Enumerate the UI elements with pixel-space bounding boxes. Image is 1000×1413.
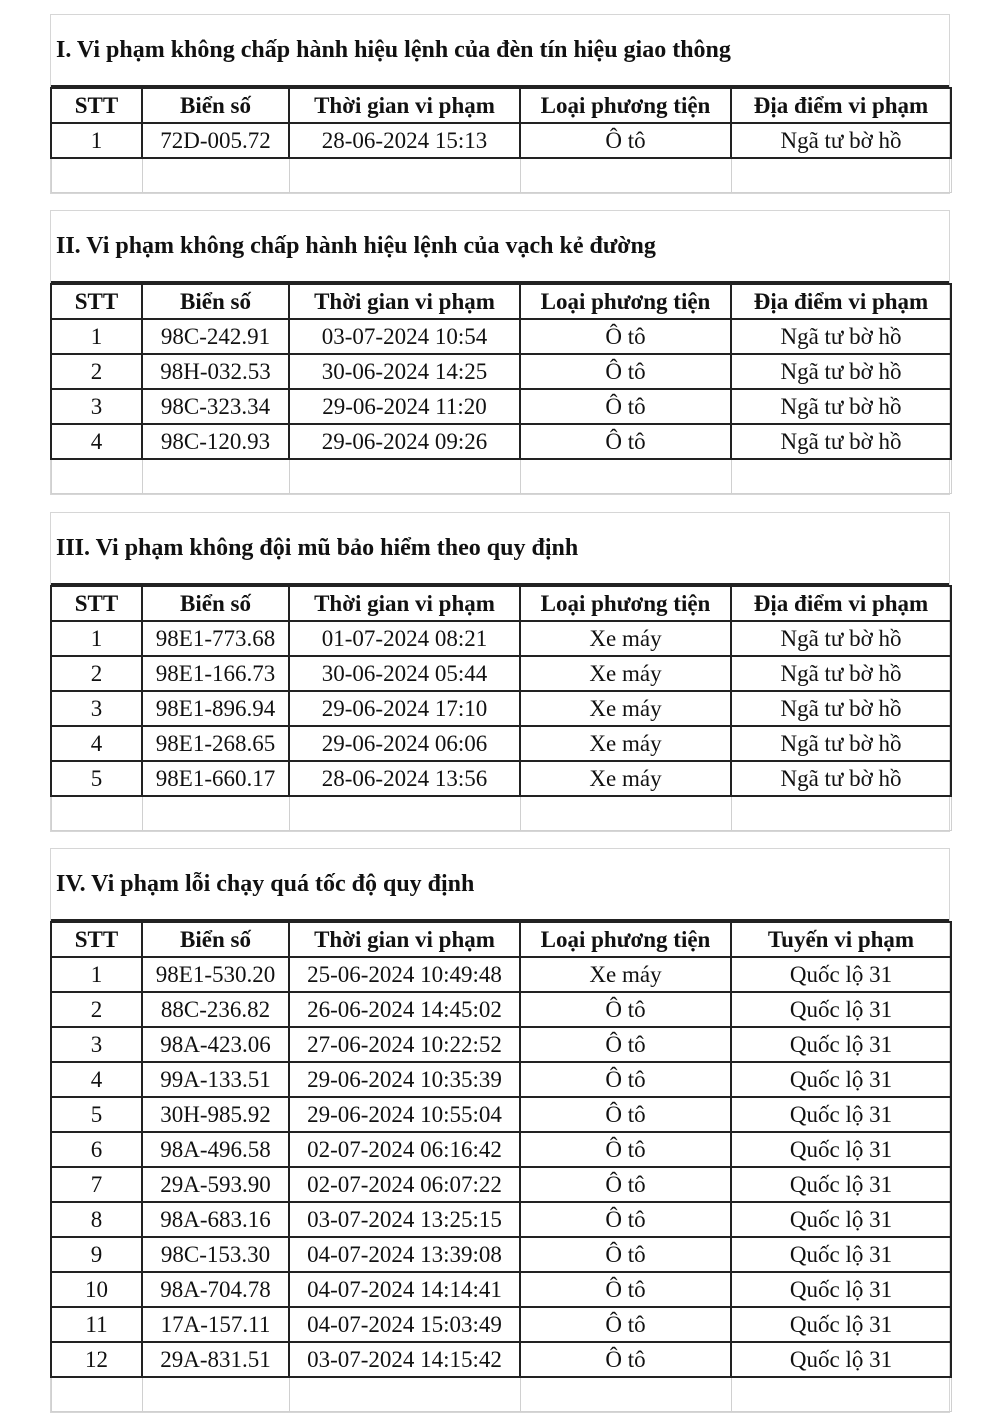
table-row: [51, 656, 951, 691]
column-header: Loại phương tiện: [520, 284, 731, 319]
column-header: STT: [51, 922, 142, 957]
table-cell: 29A-831.51: [142, 1342, 289, 1377]
table-cell: Ô tô: [520, 389, 731, 424]
table-row: [51, 761, 951, 796]
table-cell: 26-06-2024 14:45:02: [289, 992, 520, 1027]
column-header: STT: [51, 284, 142, 319]
table-row: [51, 1097, 951, 1132]
table-cell: 03-07-2024 14:15:42: [289, 1342, 520, 1377]
table-cell: Quốc lộ 31: [731, 1342, 951, 1377]
table-cell: 99A-133.51: [142, 1062, 289, 1097]
violation-table: [50, 921, 952, 1412]
table-cell: Quốc lộ 31: [731, 992, 951, 1027]
table-cell: 98E1-268.65: [142, 726, 289, 761]
table-cell: 98A-704.78: [142, 1272, 289, 1307]
table-cell: Ngã tư bờ hồ: [731, 691, 951, 726]
table-cell: Ô tô: [520, 424, 731, 459]
table-cell: 98C-242.91: [142, 319, 289, 354]
empty-cell: [289, 1377, 520, 1411]
table-cell: 8: [51, 1202, 142, 1237]
table-cell: Ô tô: [520, 123, 731, 158]
table-cell: 7: [51, 1167, 142, 1202]
table-cell: 01-07-2024 08:21: [289, 621, 520, 656]
empty-row: [51, 1377, 951, 1411]
table-row: [51, 1062, 951, 1097]
table-cell: Ô tô: [520, 1342, 731, 1377]
empty-cell: [731, 459, 951, 493]
table-cell: 1: [51, 123, 142, 158]
column-header: Biển số: [142, 284, 289, 319]
table-row: [51, 1272, 951, 1307]
table-cell: 3: [51, 389, 142, 424]
table-row: [51, 691, 951, 726]
table-cell: 30-06-2024 14:25: [289, 354, 520, 389]
table-cell: 25-06-2024 10:49:48: [289, 957, 520, 992]
column-header: Tuyến vi phạm: [731, 922, 951, 957]
table-header-row: [51, 284, 951, 319]
table-cell: 17A-157.11: [142, 1307, 289, 1342]
section-title: II. Vi phạm không chấp hành hiệu lệnh của vạch kẻ đường: [51, 211, 949, 283]
column-header: Thời gian vi phạm: [289, 88, 520, 123]
empty-cell: [731, 796, 951, 830]
table-cell: Ô tô: [520, 1132, 731, 1167]
column-header: Biển số: [142, 922, 289, 957]
table-cell: 98A-423.06: [142, 1027, 289, 1062]
column-header: STT: [51, 586, 142, 621]
table-cell: Ô tô: [520, 1307, 731, 1342]
table-cell: Quốc lộ 31: [731, 957, 951, 992]
table-row: [51, 1027, 951, 1062]
empty-cell: [289, 796, 520, 830]
table-row: [51, 621, 951, 656]
table-cell: 29-06-2024 17:10: [289, 691, 520, 726]
table-cell: 29-06-2024 06:06: [289, 726, 520, 761]
section-traffic-light: [50, 14, 950, 194]
table-cell: 2: [51, 354, 142, 389]
table-cell: 02-07-2024 06:07:22: [289, 1167, 520, 1202]
table-header-row: [51, 586, 951, 621]
empty-cell: [520, 158, 731, 192]
table-cell: 2: [51, 656, 142, 691]
empty-row: [51, 796, 951, 830]
table-header-row: [51, 922, 951, 957]
table-cell: 88C-236.82: [142, 992, 289, 1027]
table-cell: 29-06-2024 10:35:39: [289, 1062, 520, 1097]
table-cell: Ngã tư bờ hồ: [731, 656, 951, 691]
empty-cell: [520, 1377, 731, 1411]
table-row: [51, 389, 951, 424]
table-cell: 30H-985.92: [142, 1097, 289, 1132]
table-row: [51, 1307, 951, 1342]
table-cell: 3: [51, 1027, 142, 1062]
empty-cell: [51, 1377, 142, 1411]
table-cell: Quốc lộ 31: [731, 1027, 951, 1062]
column-header: STT: [51, 88, 142, 123]
section-title: I. Vi phạm không chấp hành hiệu lệnh của đèn tín hiệu giao thông: [51, 15, 949, 87]
table-cell: 4: [51, 726, 142, 761]
table-cell: 28-06-2024 13:56: [289, 761, 520, 796]
column-header: Địa điểm vi phạm: [731, 284, 951, 319]
table-row: [51, 1132, 951, 1167]
column-header: Thời gian vi phạm: [289, 586, 520, 621]
table-cell: Ngã tư bờ hồ: [731, 354, 951, 389]
table-cell: 04-07-2024 13:39:08: [289, 1237, 520, 1272]
column-header: Loại phương tiện: [520, 88, 731, 123]
table-cell: 9: [51, 1237, 142, 1272]
empty-cell: [51, 459, 142, 493]
table-cell: Ngã tư bờ hồ: [731, 319, 951, 354]
table-cell: 29-06-2024 09:26: [289, 424, 520, 459]
table-cell: Ô tô: [520, 1202, 731, 1237]
empty-cell: [142, 1377, 289, 1411]
table-row: [51, 992, 951, 1027]
column-header: Loại phương tiện: [520, 586, 731, 621]
table-cell: Ngã tư bờ hồ: [731, 726, 951, 761]
table-cell: 1: [51, 621, 142, 656]
section-road-marking: [50, 210, 950, 495]
table-cell: 03-07-2024 13:25:15: [289, 1202, 520, 1237]
violation-table: [50, 87, 952, 193]
table-cell: 98E1-530.20: [142, 957, 289, 992]
section-title: III. Vi phạm không đội mũ bảo hiểm theo quy định: [51, 513, 949, 585]
table-cell: 4: [51, 1062, 142, 1097]
table-cell: 72D-005.72: [142, 123, 289, 158]
table-cell: Xe máy: [520, 761, 731, 796]
table-cell: 2: [51, 992, 142, 1027]
table-cell: Quốc lộ 31: [731, 1062, 951, 1097]
table-cell: Ô tô: [520, 1272, 731, 1307]
empty-cell: [520, 459, 731, 493]
table-cell: Ô tô: [520, 319, 731, 354]
section-speeding: [50, 848, 950, 1413]
table-cell: 4: [51, 424, 142, 459]
table-cell: 98A-496.58: [142, 1132, 289, 1167]
table-row: [51, 1342, 951, 1377]
empty-cell: [731, 158, 951, 192]
table-cell: Quốc lộ 31: [731, 1202, 951, 1237]
table-row: [51, 1202, 951, 1237]
table-cell: 02-07-2024 06:16:42: [289, 1132, 520, 1167]
empty-cell: [142, 796, 289, 830]
violation-table: [50, 585, 952, 831]
table-cell: 04-07-2024 15:03:49: [289, 1307, 520, 1342]
violation-table: [50, 283, 952, 494]
empty-row: [51, 459, 951, 493]
table-cell: Quốc lộ 31: [731, 1272, 951, 1307]
empty-row: [51, 158, 951, 192]
table-row: [51, 1237, 951, 1272]
table-cell: 6: [51, 1132, 142, 1167]
table-cell: Quốc lộ 31: [731, 1167, 951, 1202]
table-cell: 98E1-166.73: [142, 656, 289, 691]
empty-cell: [289, 158, 520, 192]
table-cell: 3: [51, 691, 142, 726]
table-cell: Ngã tư bờ hồ: [731, 424, 951, 459]
table-cell: 27-06-2024 10:22:52: [289, 1027, 520, 1062]
table-cell: 1: [51, 319, 142, 354]
table-row: [51, 957, 951, 992]
table-cell: Ô tô: [520, 354, 731, 389]
table-cell: Ô tô: [520, 1027, 731, 1062]
table-cell: Quốc lộ 31: [731, 1307, 951, 1342]
table-row: [51, 1167, 951, 1202]
table-cell: Ô tô: [520, 1237, 731, 1272]
table-cell: 98E1-773.68: [142, 621, 289, 656]
table-cell: 29-06-2024 10:55:04: [289, 1097, 520, 1132]
empty-cell: [731, 1377, 951, 1411]
column-header: Địa điểm vi phạm: [731, 586, 951, 621]
table-cell: 98C-120.93: [142, 424, 289, 459]
column-header: Địa điểm vi phạm: [731, 88, 951, 123]
table-cell: 28-06-2024 15:13: [289, 123, 520, 158]
table-cell: Ô tô: [520, 992, 731, 1027]
table-cell: Xe máy: [520, 656, 731, 691]
table-cell: 98E1-660.17: [142, 761, 289, 796]
table-row: [51, 726, 951, 761]
empty-cell: [142, 158, 289, 192]
table-cell: 04-07-2024 14:14:41: [289, 1272, 520, 1307]
table-cell: 12: [51, 1342, 142, 1377]
empty-cell: [51, 796, 142, 830]
table-cell: Xe máy: [520, 726, 731, 761]
section-title: IV. Vi phạm lỗi chạy quá tốc độ quy định: [51, 849, 949, 921]
column-header: Thời gian vi phạm: [289, 284, 520, 319]
table-row: [51, 424, 951, 459]
column-header: Biển số: [142, 88, 289, 123]
table-cell: 11: [51, 1307, 142, 1342]
table-cell: 98E1-896.94: [142, 691, 289, 726]
table-cell: Ngã tư bờ hồ: [731, 621, 951, 656]
table-cell: Quốc lộ 31: [731, 1132, 951, 1167]
table-cell: Quốc lộ 31: [731, 1237, 951, 1272]
table-cell: Ngã tư bờ hồ: [731, 761, 951, 796]
table-cell: 29A-593.90: [142, 1167, 289, 1202]
table-cell: 29-06-2024 11:20: [289, 389, 520, 424]
table-row: [51, 354, 951, 389]
table-cell: 30-06-2024 05:44: [289, 656, 520, 691]
table-cell: Ô tô: [520, 1097, 731, 1132]
column-header: Loại phương tiện: [520, 922, 731, 957]
table-cell: 5: [51, 1097, 142, 1132]
table-cell: Ngã tư bờ hồ: [731, 389, 951, 424]
table-cell: Quốc lộ 31: [731, 1097, 951, 1132]
empty-cell: [289, 459, 520, 493]
table-cell: 98H-032.53: [142, 354, 289, 389]
table-cell: 98C-323.34: [142, 389, 289, 424]
empty-cell: [51, 158, 142, 192]
table-header-row: [51, 88, 951, 123]
table-cell: Xe máy: [520, 957, 731, 992]
empty-cell: [142, 459, 289, 493]
column-header: Biển số: [142, 586, 289, 621]
empty-cell: [520, 796, 731, 830]
table-cell: 5: [51, 761, 142, 796]
table-cell: Ô tô: [520, 1167, 731, 1202]
table-cell: Xe máy: [520, 621, 731, 656]
column-header: Thời gian vi phạm: [289, 922, 520, 957]
section-helmet: [50, 512, 950, 832]
table-row: [51, 319, 951, 354]
table-cell: Ô tô: [520, 1062, 731, 1097]
table-cell: 98A-683.16: [142, 1202, 289, 1237]
table-row: [51, 123, 951, 158]
table-cell: 98C-153.30: [142, 1237, 289, 1272]
table-cell: 03-07-2024 10:54: [289, 319, 520, 354]
table-cell: Xe máy: [520, 691, 731, 726]
table-cell: Ngã tư bờ hồ: [731, 123, 951, 158]
table-cell: 10: [51, 1272, 142, 1307]
table-cell: 1: [51, 957, 142, 992]
